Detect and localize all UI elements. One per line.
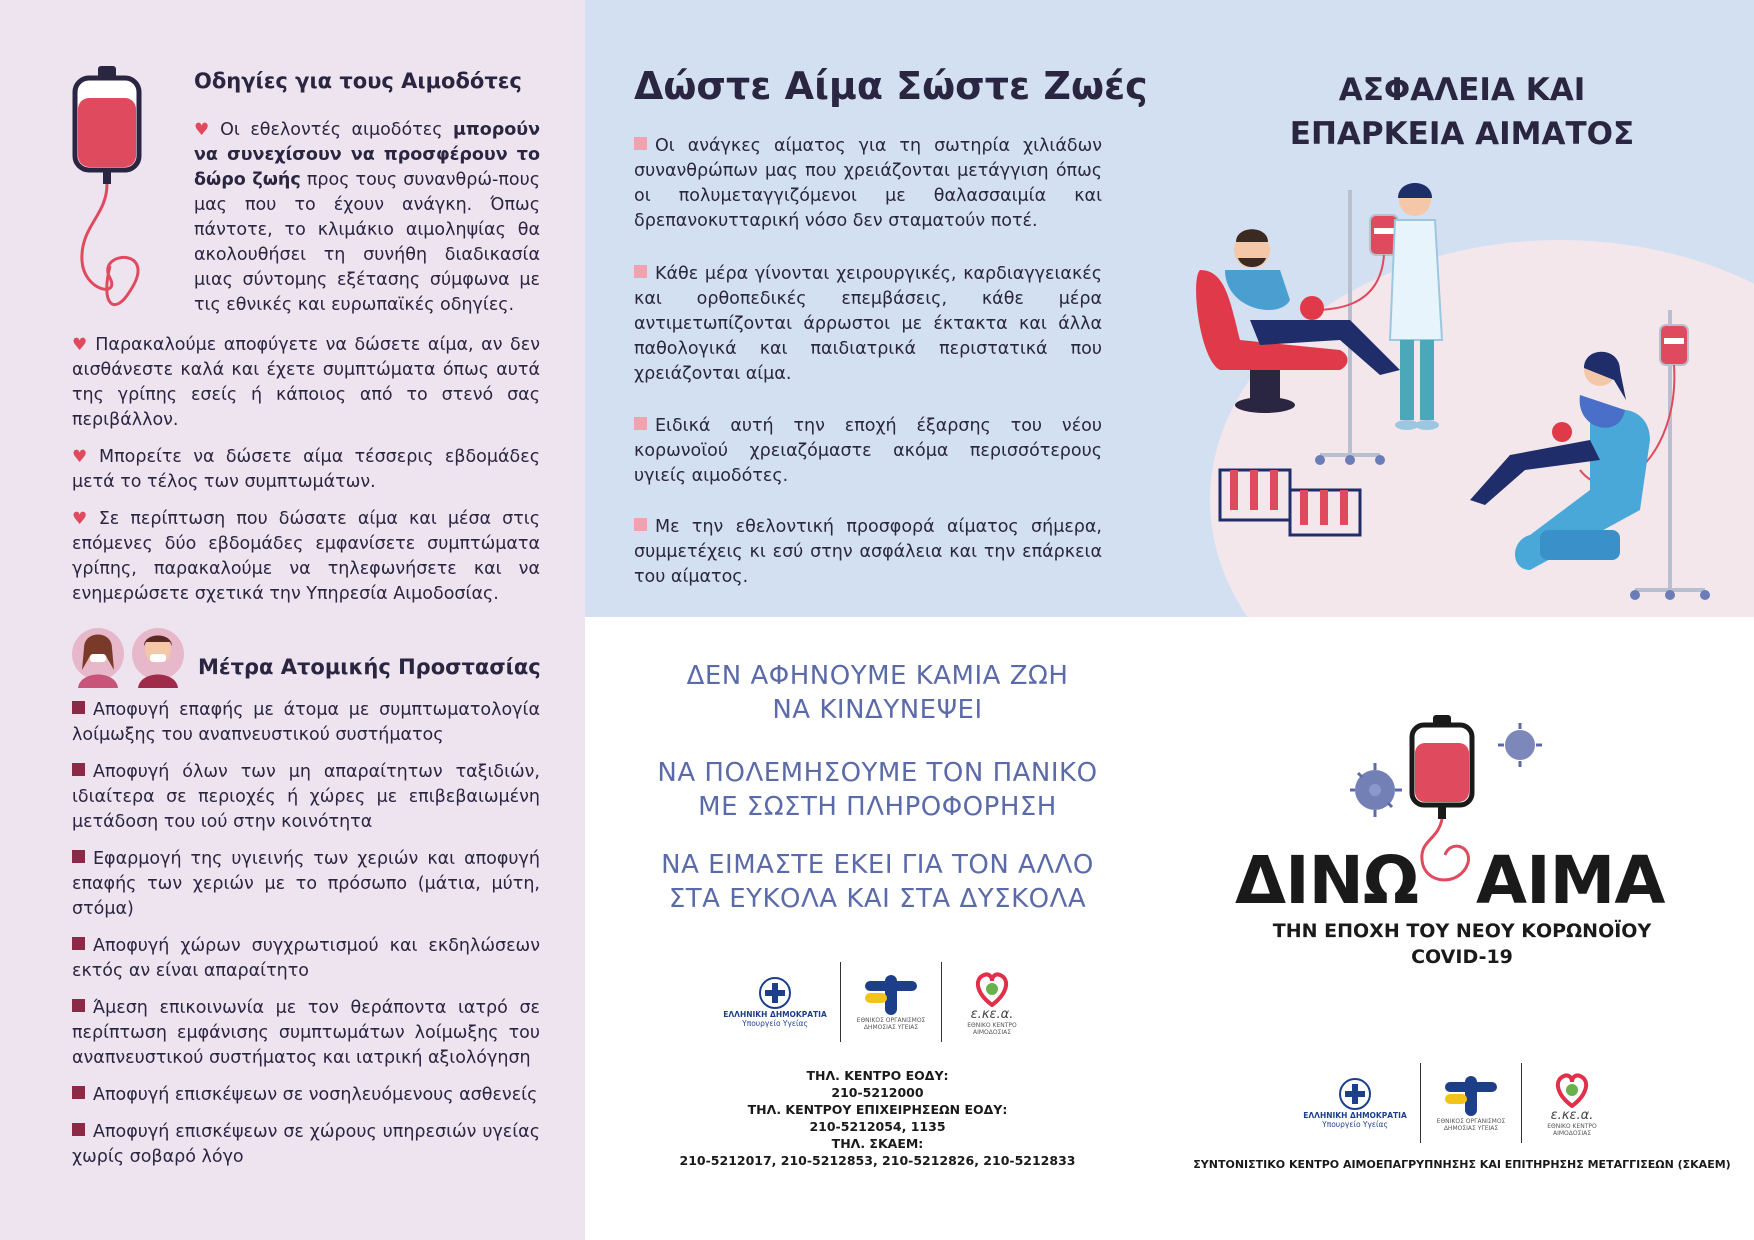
divider [941,962,942,1042]
middle-text-1: Οι ανάγκες αίματος για τη σωτηρία χιλιάδων συνανθρώπων μας που χρειάζονται μετάγγιση όπως οι πολυμεταγγιζόμενοι με θαλασσαιμία και δρεπανοκυτταρική νόσο δεν σταματούν ποτέ. [634,136,1102,231]
measure-item [72,1083,540,1108]
right-logos [1300,1063,1612,1143]
people-masks-icon [70,620,188,690]
measure-text-4: Αποφυγή χώρων συγχρωτισμού και εκδηλώσεων εκτός αν είναι απαραίτητο [72,936,540,981]
eody-cross-icon [861,973,921,1017]
eody-logo [1431,1074,1511,1132]
bullet-square-icon [72,1123,85,1136]
ekea-logo [1532,1070,1612,1137]
measure-text-7: Αποφυγή επισκέψεων σε χώρους υπηρεσιών υγείας χωρίς σοβαρό λόγο [72,1122,540,1167]
guideline-text-1: Παρακαλούμε αποφύγετε να δώσετε αίμα, αν δεν αισθάνεστε καλά και έχετε συμπτώματα όπως αυτά της γρίπης εσείς ή κάποιος από το στενό σας περιβάλλον. [72,335,540,430]
eody-line-1: ΕΘΝΙΚΟΣ ΟΡΓΑΝΙΣΜΟΣ [1436,1118,1506,1125]
measure-text-6: Αποφυγή επισκέψεων σε νοσηλευόμενους ασθενείς [93,1085,538,1105]
slogan-1-line-2: ΝΑ ΚΙΝΔΥΝΕΨΕΙ [772,695,983,725]
slogan-2 [585,756,1170,824]
guideline-bullet-3 [72,507,540,607]
middle-paragraph-4 [634,515,1102,590]
measure-item [72,1120,540,1170]
brand-right-word: ΑΙΜΑ [1476,842,1665,919]
bullet-square-icon [72,1086,85,1099]
contact-line-4: 210-5212054, 1135 [809,1119,946,1134]
guideline-bullet-2 [72,445,540,495]
slogan-3 [585,848,1170,916]
blood-bag-heart-icon [70,66,150,316]
guidelines-title: Οδηγίες για τους Αιμοδότες [194,69,522,93]
ekea-name: ε.κε.α. [1550,1107,1594,1123]
brand-subtitle [1170,918,1754,970]
slogan-2-line-1: ΝΑ ΠΟΛΕΜΗΣΟΥΜΕ ΤΟΝ ΠΑΝΙΚΟ [657,758,1098,788]
divider [1420,1063,1421,1143]
middle-title: Δώστε Αίμα Σώστε Ζωές [634,64,1148,108]
middle-paragraph-1 [634,134,1102,234]
middle-paragraph-2 [634,262,1102,387]
contact-line-1: ΤΗΛ. ΚΕΝΤΡΟ ΕΟΔΥ: [806,1068,949,1083]
bullet-square-icon [72,701,85,714]
contact-line-6: 210-5212017, 210-5212853, 210-5212826, 210-5212833 [679,1153,1076,1168]
guideline-bullet-1 [72,333,540,433]
measure-item [72,760,540,835]
divider [840,962,841,1042]
ekea-name: ε.κε.α. [970,1006,1014,1022]
measure-item [72,934,540,984]
brand-subtitle-line-2: COVID-19 [1411,946,1513,968]
ekea-heart-icon [972,969,1012,1007]
slogan-1-line-1: ΔΕΝ ΑΦΗΝΟΥΜΕ ΚΑΜΙΑ ΖΩΗ [686,661,1069,691]
heart-icon: ♥ [72,509,93,529]
measures-list [72,698,540,1170]
slogan-1 [585,659,1170,727]
contact-block [585,1067,1170,1169]
hellenic-line-1: ΕΛΛΗΝΙΚΗ ΔΗΜΟΚΡΑΤΙΑ [723,1010,827,1019]
greek-emblem-icon [758,976,792,1010]
divider [1521,1063,1522,1143]
skaem-footer: ΣΥΝΤΟΝΙΣΤΙΚΟ ΚΕΝΤΡΟ ΑΙΜΟΕΠΑΓΡΥΠΝΗΣΗΣ ΚΑΙ ΕΠΙΤΗΡΗΣΗΣ ΜΕΤΑΓΓΙΣΕΩΝ (ΣΚΑΕΜ) [1193,1158,1731,1171]
measure-item [72,996,540,1071]
guidelines-intro [194,118,540,318]
heart-icon: ♥ [72,335,90,355]
bullet-square-icon [72,937,85,950]
intro-post: προς τους συνανθρώ-πους μας που το έχουν ανάγκη. Όπως πάντοτε, το κλιμάκιο αιμοληψίας θα ακολουθήσει τη συνήθη διαδικασία μιας σύντομης εξέτασης σύμφωνα με τις εθνικές και ευρωπαϊκές οδηγίες. [194,170,540,315]
hellenic-republic-logo [720,976,830,1028]
heart-icon: ♥ [194,120,215,140]
bullet-square-icon [72,763,85,776]
intro-bold: μπορούν να συνεχίσουν να προσφέρουν το δώρο ζωής [194,120,540,190]
measure-text-1: Αποφυγή επαφής με άτομα με συμπτωματολογία λοίμωξης του αναπνευστικού συστήματος [72,700,540,745]
bullet-square-icon [72,999,85,1012]
bullet-square-icon [72,850,85,863]
guideline-text-3: Σε περίπτωση που δώσατε αίμα και μέσα στις επόμενες δύο εβδομάδες εμφανίσετε συμπτώματα γρίπης, παρακαλούμε να τηλεφωνήσετε και να ενημερώσετε σχετικά την Υπηρεσία Αιμοδοσίας. [72,509,540,604]
contact-line-5: ΤΗΛ. ΣΚΑΕΜ: [831,1136,924,1151]
protection-title: Μέτρα Ατομικής Προστασίας [198,655,541,679]
contact-line-2: 210-5212000 [831,1085,924,1100]
eody-line-2: ΔΗΜΟΣΙΑΣ ΥΓΕΙΑΣ [1443,1125,1499,1132]
measure-item [72,698,540,748]
ekea-logo [952,969,1032,1036]
bullet-square-icon [634,265,647,278]
hellenic-republic-logo [1300,1077,1410,1129]
heart-icon: ♥ [72,447,94,467]
ekea-sub: ΕΘΝΙΚΟ ΚΕΝΤΡΟ ΑΙΜΟΔΟΣΙΑΣ [1547,1122,1597,1137]
bullet-square-icon [634,137,647,150]
middle-text-3: Ειδικά αυτή την εποχή έξαρσης του νέου κορωνοϊού χρειαζόμαστε ακόμα περισσότερους υγιείς αιμοδότες. [634,416,1102,486]
slogan-2-line-2: ΜΕ ΣΩΣΤΗ ΠΛΗΡΟΦΟΡΗΣΗ [698,792,1057,822]
right-title [1170,68,1754,156]
bullet-square-icon [634,518,647,531]
ekea-heart-icon [1552,1070,1592,1108]
brand-subtitle-line-1: ΤΗΝ ΕΠΟΧΗ ΤΟΥ ΝΕΟΥ ΚΟΡΩΝΟΪΟΥ [1272,920,1652,942]
measure-text-5: Άμεση επικοινωνία με τον θεράποντα ιατρό σε περίπτωση εμφάνισης συμπτωμάτων λοίμωξης του αναπνευστικού συστήματος και ιατρική αξιολόγηση [72,998,540,1068]
middle-text-4: Με την εθελοντική προσφορά αίματος σήμερα, συμμετέχεις κι εσύ στην ασφάλεια και την επάρκεια του αίματος. [634,517,1102,587]
hellenic-line-2: Υπουργείο Υγείας [742,1019,808,1028]
contact-line-3: ΤΗΛ. ΚΕΝΤΡΟΥ ΕΠΙΧΕΙΡΗΣΕΩΝ ΕΟΔΥ: [747,1102,1008,1117]
middle-text-2: Κάθε μέρα γίνονται χειρουργικές, καρδιαγγειακές και ορθοπεδικές επεμβάσεις, κάθε μέρα αντιμετωπίζονται άρρωστοι με έκτακτα και άλλα παθολογικά και παιδιατρικά περιστατικά που χρειάζονται αίμα. [634,264,1102,384]
slogan-3-line-2: ΣΤΑ ΕΥΚΟΛΑ ΚΑΙ ΣΤΑ ΔΥΣΚΟΛΑ [668,884,1087,914]
eody-cross-icon [1441,1074,1501,1118]
right-title-line-2: ΕΠΑΡΚΕΙΑ ΑΙΜΑΤΟΣ [1289,116,1635,152]
hellenic-line-1: ΕΛΛΗΝΙΚΗ ΔΗΜΟΚΡΑΤΙΑ [1303,1111,1407,1120]
blood-donation-illustration [1180,170,1750,610]
middle-paragraph-3 [634,414,1102,489]
hellenic-line-2: Υπουργείο Υγείας [1322,1120,1388,1129]
brand-left-word: ΔΙΝΩ [1235,842,1418,919]
eody-logo [851,973,931,1031]
slogan-3-line-1: ΝΑ ΕΙΜΑΣΤΕ ΕΚΕΙ ΓΙΑ ΤΟΝ ΑΛΛΟ [661,850,1094,880]
middle-logos [720,962,1032,1042]
eody-line-2: ΔΗΜΟΣΙΑΣ ΥΓΕΙΑΣ [863,1024,919,1031]
measure-text-2: Αποφυγή όλων των μη απαραίτητων ταξιδιών, ιδιαίτερα σε περιοχές ή χώρες με επιβεβαιωμένη μετάδοση του ιού στην κοινότητα [72,762,540,832]
greek-emblem-icon [1338,1077,1372,1111]
right-title-line-1: ΑΣΦΑΛΕΙΑ ΚΑΙ [1338,72,1586,108]
bullet-square-icon [634,417,647,430]
measure-text-3: Εφαρμογή της υγιεινής των χεριών και αποφυγή επαφής των χεριών με το πρόσωπο (μάτια, μύτη, στόμα) [72,849,540,919]
guideline-text-2: Μπορείτε να δώσετε αίμα τέσσερις εβδομάδες μετά το τέλος των συμπτωμάτων. [72,447,540,492]
intro-pre: Οι εθελοντές αιμοδότες [220,120,443,140]
ekea-sub: ΕΘΝΙΚΟ ΚΕΝΤΡΟ ΑΙΜΟΔΟΣΙΑΣ [967,1021,1017,1036]
measure-item [72,847,540,922]
eody-line-1: ΕΘΝΙΚΟΣ ΟΡΓΑΝΙΣΜΟΣ [856,1017,926,1024]
